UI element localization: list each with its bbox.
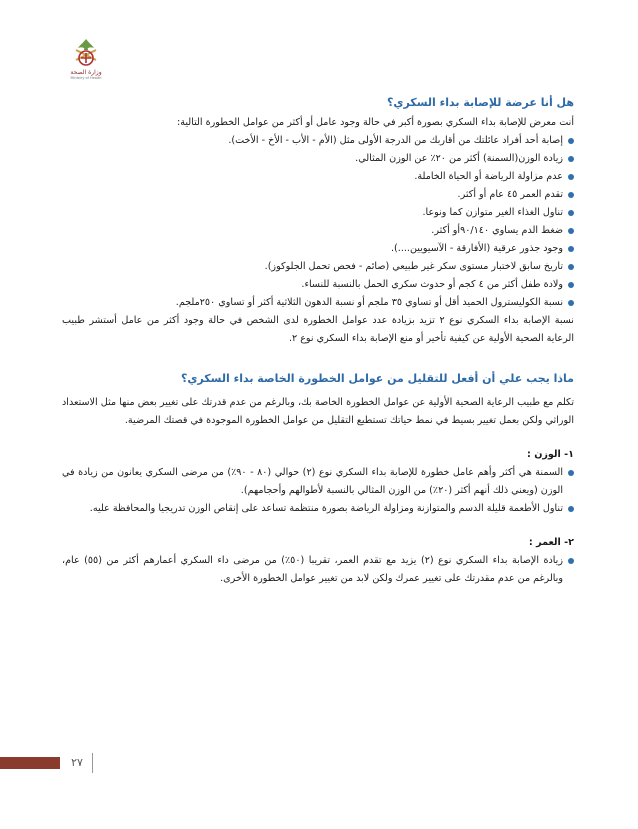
list-item: زيادة الإصابة بداء السكري نوع (٢) يزيد مع تقدم العمر، تقريبا (٥٠٪) من مرضى داء السكري أعمارهم أكثر من (٥٥) عام، وبالرغم من عدم مقدرتك على تغيير عمرك ولكن لابد من تغيير عوامل الخطورة الأخرى.	[62, 552, 574, 588]
list-item: السمنة هي أكثر وأهم عامل خطورة للإصابة بداء السكري نوع (٢) حوالي (٨٠ - ٩٠٪) من مرضى السكري يعانون من زيادة في الوزن (ويعني ذلك أنهم أكثر (٢٠٪) من الوزن المثالي بالنسبة لأطوالهم وأحجامهم).	[62, 464, 574, 500]
section2-title: ماذا يجب علي أن أفعل للتقليل من عوامل الخطورة الخاصة بداء السكري؟	[180, 372, 574, 385]
list-item: تاريخ سابق لاختبار مستوى سكر غير طبيعي (صائم - فحص تحمل الجلوكوز).	[62, 258, 574, 276]
bullet-icon	[568, 246, 574, 252]
page-number: ٢٧	[62, 753, 93, 773]
ministry-logo	[62, 38, 110, 80]
list-item: ضغط الدم يساوي ٩٠/١٤٠أو أكثر.	[62, 222, 574, 240]
bullet-icon	[568, 210, 574, 216]
list-item: تناول الغذاء الغير متوازن كما ونوعا.	[62, 204, 574, 222]
page-content	[62, 96, 574, 588]
list-item: تناول الأطعمة قليلة الدسم والمتوازنة ومزاولة الرياضة بصورة منتظمة تساعد على إنقاص الوزن تدريجيا والمحافظة عليه.	[62, 500, 574, 518]
weight-subheading: ١- الوزن :	[527, 449, 574, 460]
list-item: ولادة طفل أكثر من ٤ كجم أو حدوث سكري الحمل بالنسبة للنساء.	[62, 276, 574, 294]
bullet-icon	[568, 264, 574, 270]
age-subheading: ٢- العمر :	[528, 537, 574, 548]
list-item: نسبة الكوليسترول الحميد أقل أو تساوي ٣٥ ملجم أو نسبة الدهون الثلاثية أكثر أو تساوي ٢٥٠ملجم.	[62, 294, 574, 312]
age-list	[62, 552, 574, 588]
section2-intro: تكلم مع طبيب الرعاية الصحية الأولية عن عوامل الخطورة الخاصة بك، وبالرغم من عدم قدرتك على تغيير بعض منها مثل الاستعداد الوراثي ولكن بعمل تغيير بسيط في نمط حياتك تستطيع التقليل من عوامل الخطورة الموجودة في قصتك المرضية.	[62, 397, 574, 426]
bullet-icon	[568, 138, 574, 144]
list-item: عدم مزاولة الرياضة أو الحياة الخاملة.	[62, 168, 574, 186]
list-item: زيادة الوزن(السمنة) أكثر من ٢٠٪ عن الوزن المثالي.	[62, 150, 574, 168]
risk-factors-list	[62, 132, 574, 312]
bullet-icon	[568, 282, 574, 288]
section1-closing: نسبة الإصابة بداء السكري نوع ٢ تزيد بزيادة عدد عوامل الخطورة لدى الشخص في حالة وجود أكثر من عامل أستشر طبيب الرعاية الصحية الأولية عن كيفية تأخير أو منع الإصابة بداء السكري نوع ٢.	[62, 315, 574, 344]
bullet-icon	[568, 300, 574, 306]
bullet-icon	[568, 192, 574, 198]
weight-list	[62, 464, 574, 518]
bullet-icon	[568, 228, 574, 234]
list-item: إصابة أحد أفراد عائلتك من أقاربك من الدرجة الأولى مثل (الأم - الأب - الأخ - الأخت).	[62, 132, 574, 150]
bullet-icon	[568, 506, 574, 512]
logo-english-text: Ministry of Health	[70, 76, 102, 81]
section1-intro: أنت معرض للإصابة بداء السكري بصورة أكبر في حالة وجود عامل أو أكثر من عوامل الخطورة التالية:	[176, 117, 574, 128]
bullet-icon	[568, 174, 574, 180]
section1-title: هل أنا عرضة للإصابة بداء السكري؟	[387, 96, 574, 109]
logo-arabic-text: وزارة الصحة	[70, 69, 102, 76]
bullet-icon	[568, 470, 574, 476]
bullet-icon	[568, 156, 574, 162]
bullet-icon	[568, 558, 574, 564]
footer-accent-bar	[0, 757, 60, 769]
list-item: تقدم العمر ٤٥ عام أو أكثر.	[62, 186, 574, 204]
list-item: وجود جذور عرقية (الأفارقة - الآسيويين....).	[62, 240, 574, 258]
ministry-emblem-icon	[71, 38, 101, 68]
